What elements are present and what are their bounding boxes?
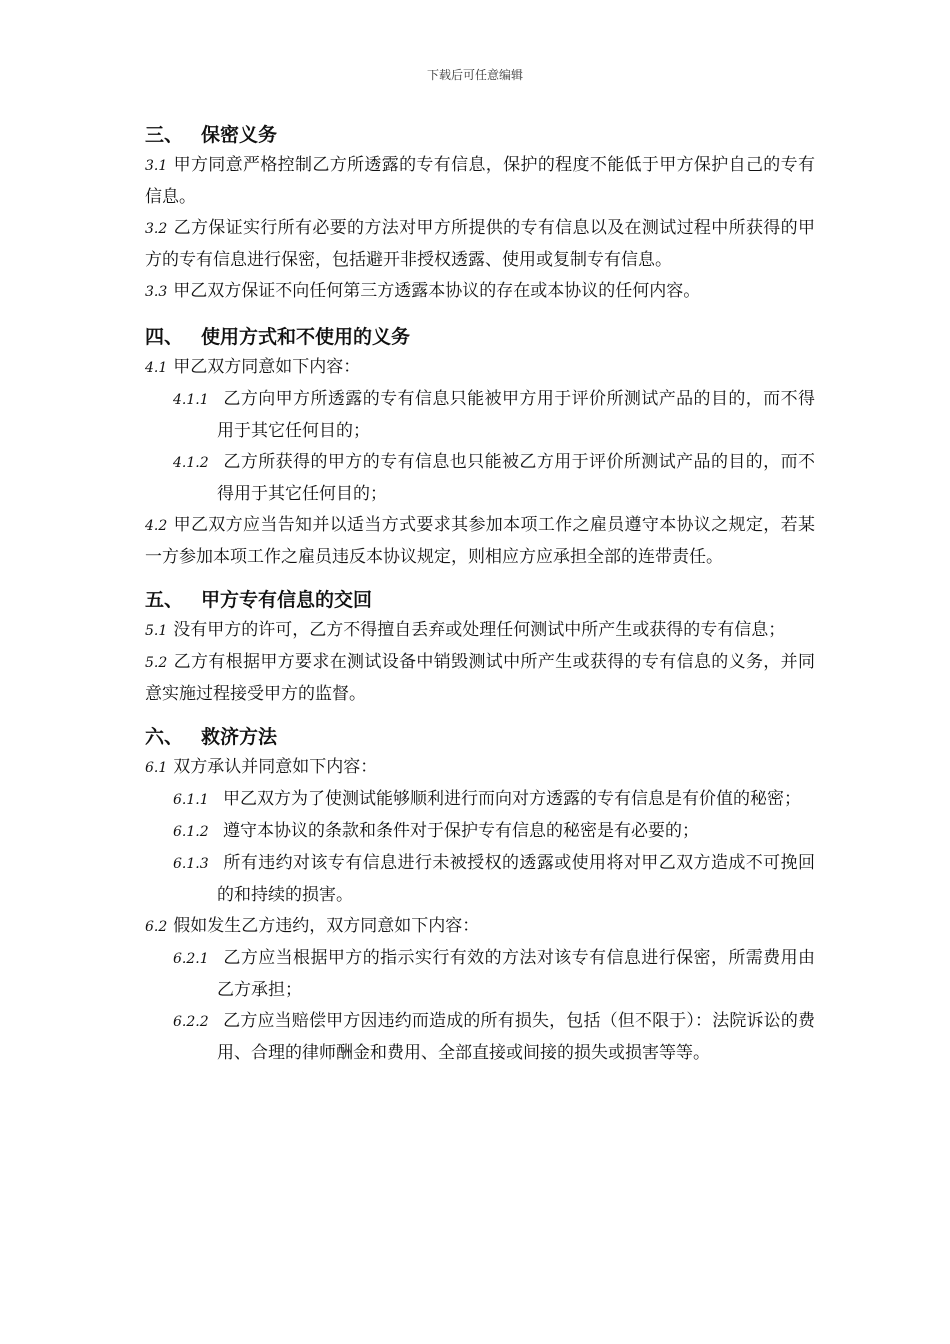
clause-text: 乙方应当赔偿甲方因违约而造成的所有损失，包括（但不限于）：法院诉讼的费用、合理的律师酬金和费用、全部直接或间接的损失或损害等等。 (217, 1011, 815, 1063)
clause-text: 甲乙双方应当告知并以适当方式要求其参加本项工作之雇员遵守本协议之规定，若某一方参加本项工作之雇员违反本协议规定，则相应方应承担全部的连带责任。 (145, 515, 815, 567)
clause-number: 6.1.1 (173, 792, 209, 808)
clause-number: 6.2.1 (173, 951, 209, 967)
clause-number: 6.1.2 (173, 824, 209, 840)
clause-number: 4.1.2 (173, 455, 209, 471)
clause-text: 所有违约对该专有信息进行未被授权的透露或使用将对甲乙双方造成不可挽回的和持续的损害。 (217, 853, 815, 905)
clause-number: 3.1 (145, 158, 168, 174)
section-usage (145, 322, 815, 573)
sub-clause (173, 447, 815, 510)
section-title: 保密义务 (201, 124, 278, 146)
clause (145, 510, 815, 573)
clause-text: 甲乙双方为了使测试能够顺利进行而向对方透露的专有信息是有价值的秘密； (223, 789, 801, 809)
sub-clause (173, 1006, 815, 1069)
clause-number: 5.1 (145, 623, 168, 639)
section-remedies (145, 722, 815, 1069)
clause (145, 615, 815, 647)
document-body (145, 120, 815, 1069)
clause-number: 3.3 (145, 284, 168, 300)
clause-text: 遵守本协议的条款和条件对于保护专有信息的秘密是有必要的； (223, 821, 699, 841)
section-number: 三、 (145, 124, 184, 146)
clause (145, 352, 815, 384)
section-number: 五、 (145, 589, 184, 611)
sub-clause (173, 816, 815, 848)
clause (145, 647, 815, 710)
section-confidentiality (145, 120, 815, 308)
section-heading (145, 120, 815, 150)
clause (145, 276, 815, 308)
section-number: 四、 (145, 326, 184, 348)
clause-number: 4.1 (145, 360, 168, 376)
sub-clause (173, 784, 815, 816)
clause-number: 6.1.3 (173, 856, 209, 872)
clause-text: 乙方保证实行所有必要的方法对甲方所提供的专有信息以及在测试过程中所获得的甲方的专有信息进行保密，包括避开非授权透露、使用或复制专有信息。 (145, 218, 815, 270)
section-title: 使用方式和不使用的义务 (201, 326, 411, 348)
clause-number: 4.2 (145, 518, 168, 534)
clause (145, 213, 815, 276)
section-heading (145, 322, 815, 352)
section-number: 六、 (145, 726, 184, 748)
clause-number: 6.1 (145, 760, 168, 776)
section-title: 甲方专有信息的交回 (201, 589, 373, 611)
clause-number: 6.2.2 (173, 1014, 209, 1030)
clause-text: 双方承认并同意如下内容： (173, 757, 378, 777)
sub-clause (173, 384, 815, 447)
clause-number: 3.2 (145, 221, 168, 237)
clause-number: 5.2 (145, 655, 168, 671)
page-header: 下载后可任意编辑 (426, 68, 523, 82)
clause-text: 甲乙双方同意如下内容： (173, 357, 361, 377)
clause-text: 假如发生乙方违约，双方同意如下内容： (173, 916, 480, 936)
clause-text: 没有甲方的许可，乙方不得擅自丢弃或处理任何测试中所产生或获得的专有信息； (173, 620, 786, 640)
clause-number: 6.2 (145, 919, 168, 935)
clause (145, 150, 815, 213)
section-heading (145, 585, 815, 615)
clause-text: 乙方有根据甲方要求在测试设备中销毁测试中所产生或获得的专有信息的义务，并同意实施过程接受甲方的监督。 (145, 652, 815, 704)
clause-number: 4.1.1 (173, 392, 209, 408)
sub-clause (173, 943, 815, 1006)
clause-text: 乙方向甲方所透露的专有信息只能被甲方用于评价所测试产品的目的，而不得用于其它任何目的； (217, 389, 815, 441)
clause-text: 甲乙双方保证不向任何第三方透露本协议的存在或本协议的任何内容。 (173, 281, 701, 301)
sub-clause (173, 848, 815, 911)
clause-text: 乙方所获得的甲方的专有信息也只能被乙方用于评价所测试产品的目的，而不得用于其它任何目的； (217, 452, 815, 504)
section-heading (145, 722, 815, 752)
clause (145, 911, 815, 943)
clause (145, 752, 815, 784)
section-title: 救济方法 (201, 726, 278, 748)
clause-text: 甲方同意严格控制乙方所透露的专有信息，保护的程度不能低于甲方保护自己的专有信息。 (145, 155, 815, 207)
clause-text: 乙方应当根据甲方的指示实行有效的方法对该专有信息进行保密，所需费用由乙方承担； (217, 948, 815, 1000)
section-return-info (145, 585, 815, 710)
